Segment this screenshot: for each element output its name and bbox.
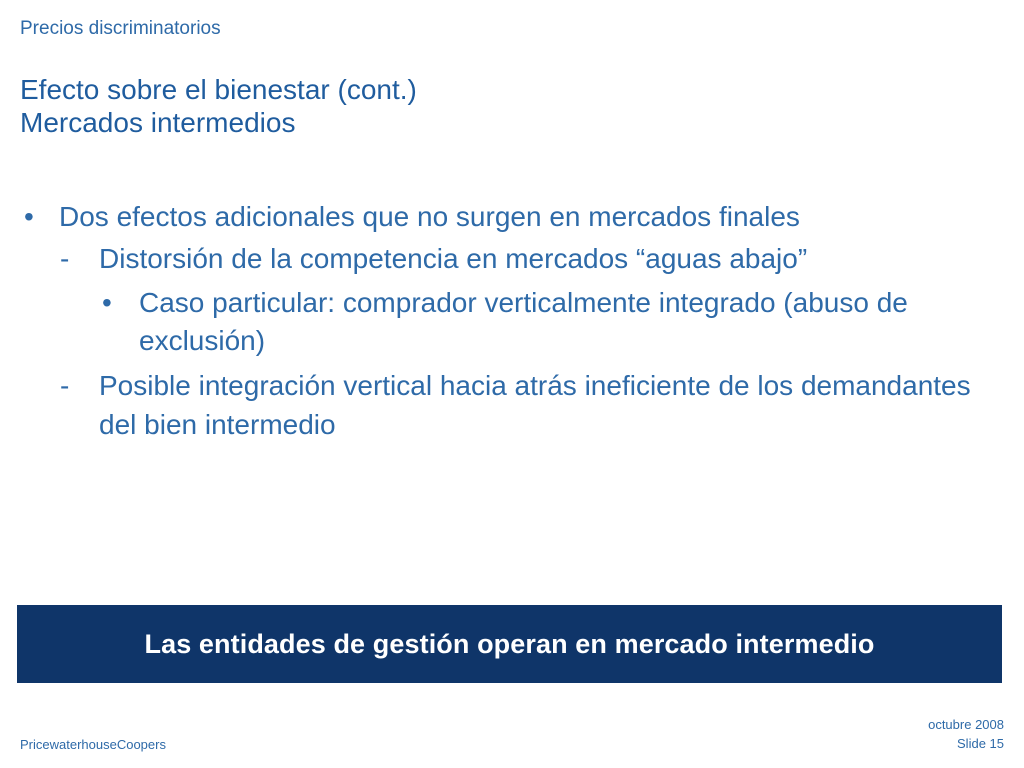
bullet-item-2: [20, 238, 1000, 280]
footer-date: octubre 2008: [928, 717, 1004, 732]
dash-marker: -: [60, 370, 70, 401]
bullet-text: Posible integración vertical hacia atrás ineficiente de los demandantes del bien intermedio: [99, 370, 971, 440]
bullet-list: [20, 196, 1000, 444]
bullet-item-3: [20, 284, 1000, 360]
section-header: Precios discriminatorios: [20, 18, 221, 39]
bullet-marker: •: [102, 287, 112, 318]
bullet-item-1: [20, 196, 1000, 238]
bullet-text: Distorsión de la competencia en mercados “aguas abajo”: [99, 243, 808, 274]
slide-title-line-1: Efecto sobre el bienestar (cont.): [20, 74, 417, 105]
banner-text: Las entidades de gestión operan en mercado intermedio: [144, 628, 875, 659]
highlight-banner: [17, 605, 1002, 683]
bullet-text: Caso particular: comprador verticalmente integrado (abuso de exclusión): [139, 287, 908, 356]
bullet-item-4: [20, 366, 1000, 444]
dash-marker: -: [60, 243, 70, 274]
bullet-text: Dos efectos adicionales que no surgen en mercados finales: [59, 201, 800, 232]
bullet-marker: •: [24, 201, 34, 232]
footer-info: [928, 715, 1004, 753]
slide-title-line-2: Mercados intermedios: [20, 107, 296, 138]
slide-number: Slide 15: [957, 736, 1004, 751]
slide-title: [20, 73, 417, 139]
footer-company: PricewaterhouseCoopers: [20, 737, 166, 752]
